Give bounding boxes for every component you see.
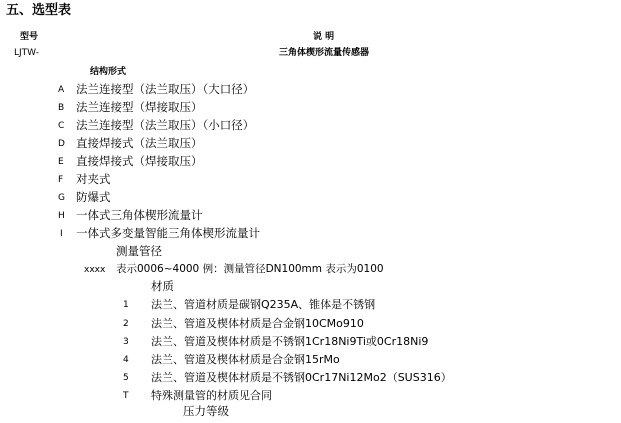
material-code: T xyxy=(123,391,129,401)
description-column-header: 说 明 xyxy=(313,32,335,42)
structure-code: B xyxy=(58,103,65,113)
section-title: 五、选型表 xyxy=(6,3,72,18)
diameter-heading: 测量管径 xyxy=(116,244,162,258)
structure-code: G xyxy=(58,193,65,203)
material-text: 法兰、管道材质是碳钢Q235A、锥体是不锈钢 xyxy=(151,298,376,311)
material-code: 3 xyxy=(123,337,129,347)
structure-text: 一体式三角体楔形流量计 xyxy=(76,208,203,222)
structure-text: 防爆式 xyxy=(76,190,111,204)
pressure-heading: 压力等级 xyxy=(183,404,229,418)
structure-text: 对夹式 xyxy=(76,172,111,186)
structure-text: 直接焊接式（焊接取压） xyxy=(76,154,203,168)
product-name: 三角体楔形流量传感器 xyxy=(279,48,370,58)
model-prefix: LJTW- xyxy=(14,48,39,58)
structure-code: C xyxy=(58,121,65,131)
structure-text: 直接焊接式（法兰取压） xyxy=(76,136,203,150)
structure-heading: 结构形式 xyxy=(90,67,127,77)
material-text: 法兰、管道及楔体材质是合金钢15rMo xyxy=(151,353,340,366)
diameter-code: xxxx xyxy=(84,265,106,275)
structure-code: D xyxy=(58,139,65,149)
material-code: 4 xyxy=(123,355,129,365)
structure-code: E xyxy=(58,157,64,167)
structure-text: 法兰连接型（焊接取压） xyxy=(76,100,203,114)
model-column-header: 型号 xyxy=(20,32,39,42)
structure-code: A xyxy=(58,85,65,95)
structure-code: H xyxy=(58,211,65,221)
material-text: 法兰、管道及楔体材质是不锈钢1Cr18Ni9Ti或0Cr18Ni9 xyxy=(151,335,429,348)
material-code: 5 xyxy=(123,373,129,383)
structure-text: 法兰连接型（法兰取压）（小口径） xyxy=(76,118,255,132)
material-heading: 材质 xyxy=(151,279,174,293)
structure-code: F xyxy=(58,175,64,185)
material-text: 特殊测量管的材质见合同 xyxy=(151,389,272,402)
structure-text: 一体式多变量智能三角体楔形流量计 xyxy=(76,226,260,240)
structure-code: I xyxy=(60,229,63,239)
material-text: 法兰、管道及楔体材质是合金钢10CMo910 xyxy=(151,317,364,330)
structure-text: 法兰连接型（法兰取压）（大口径） xyxy=(76,82,255,96)
material-text: 法兰、管道及楔体材质是不锈钢0Cr17Ni12Mo2（SUS316） xyxy=(151,371,452,384)
material-code: 2 xyxy=(123,319,129,329)
diameter-text: 表示0006~4000 例：测量管径DN100mm 表示为0100 xyxy=(116,263,384,275)
material-code: 1 xyxy=(123,300,129,310)
